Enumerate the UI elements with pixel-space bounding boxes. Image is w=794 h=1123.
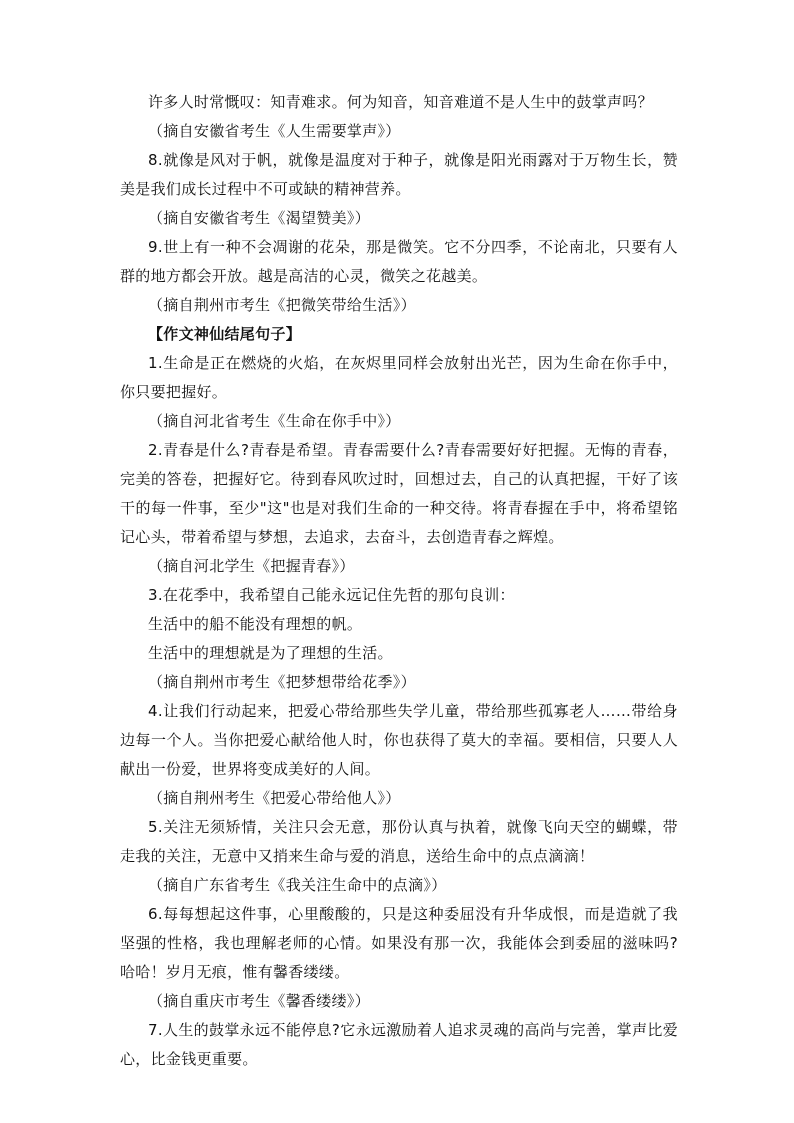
paragraph-intro: 许多人时常慨叹：知青难求。何为知音，知音难道不是人生中的鼓掌声吗？ [148, 93, 653, 111]
quote-line: 生活中的船不能没有理想的帆。 [148, 615, 363, 633]
paragraph-item-4: 4.让我们行动起来，把爱心带给那些失学儿童，带给那些孤寡老人……带给身边每一个人。当你把爱心献给他人时，你也获得了莫大的幸福。要相信，只要人人献出一份爱，世界将变成美好的人间。 [120, 702, 678, 778]
source-citation: （摘自安徽省考生《渴望赞美》） [148, 209, 371, 227]
paragraph-item-8: 8.就像是风对于帆，就像是温度对于种子，就像是阳光雨露对于万物生长，赞美是我们成长过程中不可或缺的精神营养。 [120, 151, 678, 198]
paragraph-item-3: 3.在花季中，我希望自己能永远记住先哲的那句良训： [148, 586, 515, 604]
section-heading: 【作文神仙结尾句子】 [148, 325, 302, 343]
paragraph-item-1: 1.生命是正在燃烧的火焰，在灰烬里同样会放射出光芒，因为生命在你手中，你只要把握好。 [120, 354, 678, 401]
paragraph-item-7: 7.人生的鼓掌永远不能停息?它永远激励着人追求灵魂的高尚与完善，掌声比爱心，比金钱更重要。 [120, 1021, 678, 1068]
source-citation: （摘自荆州市考生《把梦想带给花季》） [148, 673, 416, 691]
quote-line: 生活中的理想就是为了理想的生活。 [148, 644, 393, 662]
paragraph-item-2: 2.青春是什么?青春是希望。青春需要什么?青春需要好好把握。无悔的青春，完美的答卷，把握好它。待到春风吹过时，回想过去，自己的认真把握，干好了该干的每一件事，至少"这"也是对我们生命的一种交待。将青春握在手中，将希望铭记心头，带着希望与梦想，去追求，去奋斗，去创造青春之辉煌。 [120, 441, 678, 546]
source-citation: （摘自河北学生《把握青春》） [148, 557, 355, 575]
paragraph-item-9: 9.世上有一种不会凋谢的花朵，那是微笑。它不分四季，不论南北，只要有人群的地方都会开放。越是高洁的心灵，微笑之花越美。 [120, 238, 678, 285]
source-citation: （摘自重庆市考生《馨香缕缕》） [148, 992, 371, 1010]
paragraph-item-5: 5.关注无须矫情，关注只会无意，那份认真与执着，就像飞向天空的蝴蝶，带走我的关注，无意中又捎来生命与爱的消息，送给生命中的点点滴滴！ [120, 818, 678, 865]
source-citation: （摘自荆州市考生《把微笑带给生活》） [148, 296, 416, 314]
document-body [120, 88, 678, 1074]
source-citation: （摘自荆州考生《把爱心带给他人》） [148, 789, 401, 807]
source-citation: （摘自安徽省考生《人生需要掌声》） [148, 122, 401, 140]
source-citation: （摘自广东省考生《我关注生命中的点滴》） [148, 876, 447, 894]
source-citation: （摘自河北省考生《生命在你手中》） [148, 412, 401, 430]
paragraph-item-6: 6.每每想起这件事，心里酸酸的，只是这种委屈没有升华成恨，而是造就了我坚强的性格，我也理解老师的心情。如果没有那一次，我能体会到委屈的滋味吗?哈哈！岁月无痕，惟有馨香缕缕。 [120, 905, 678, 981]
